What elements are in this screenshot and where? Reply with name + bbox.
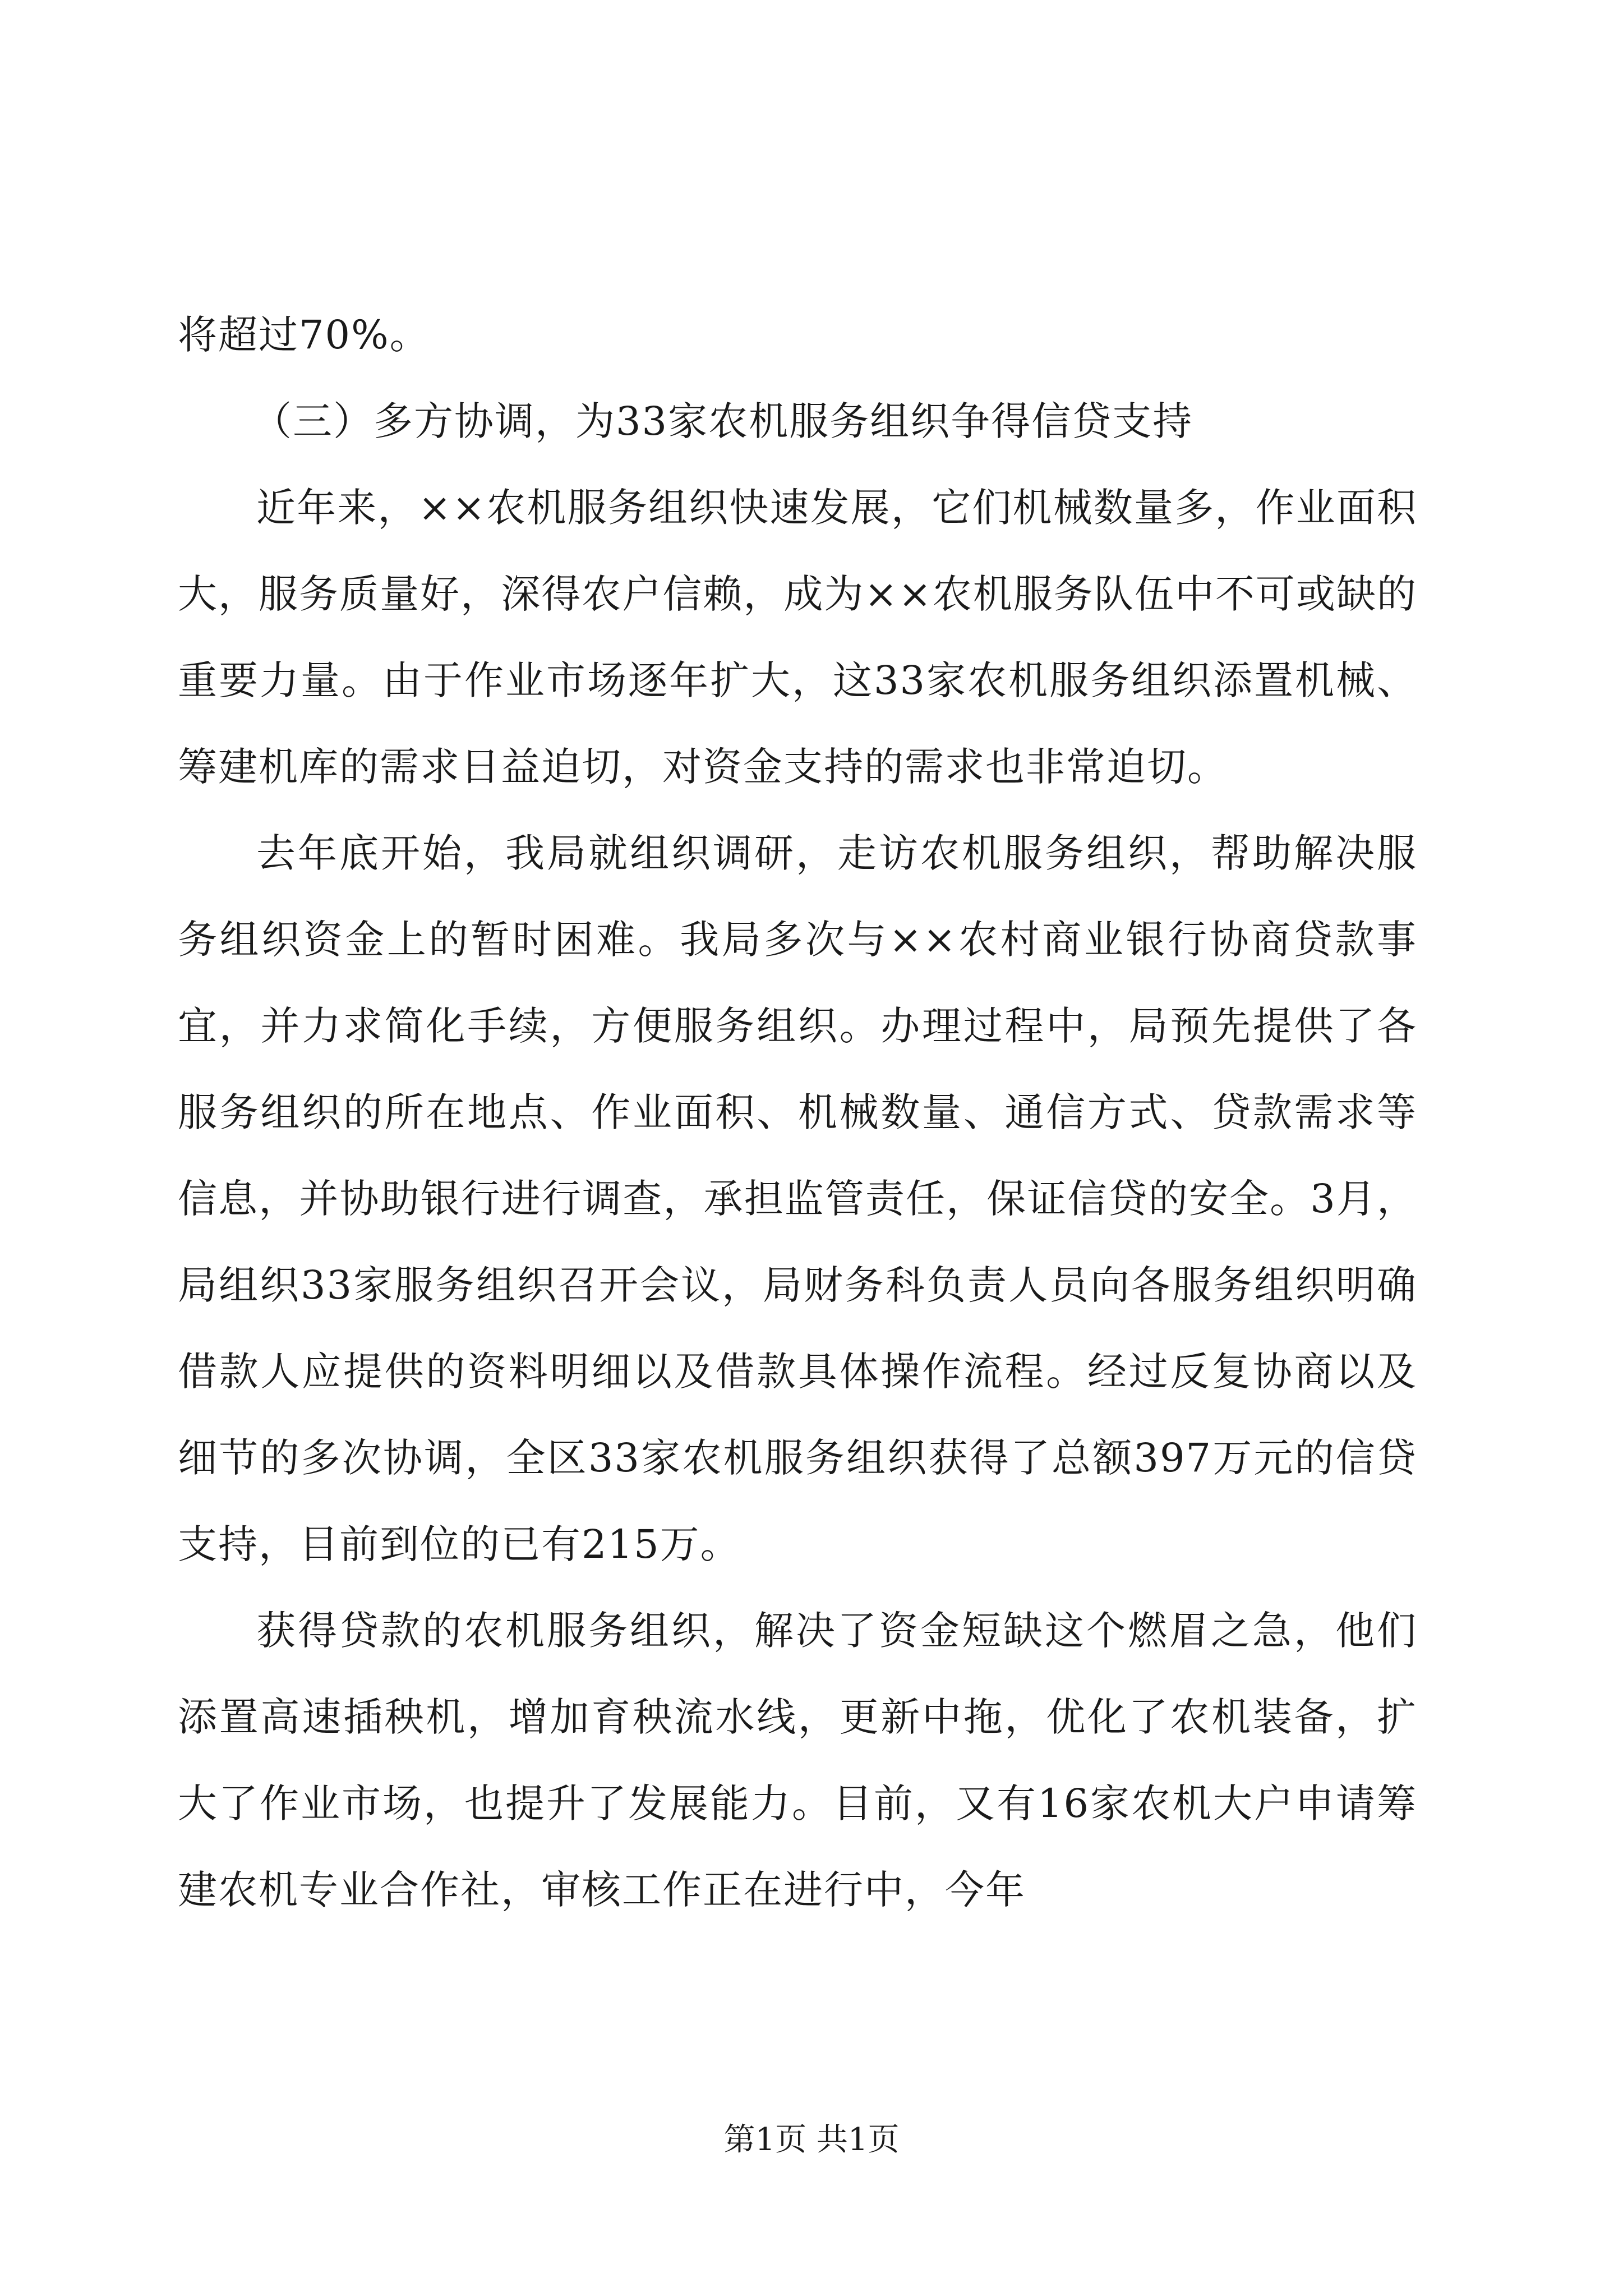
section-heading: （三）多方协调，为33家农机服务组织争得信贷支持 — [252, 398, 1193, 444]
paragraph-results: 获得贷款的农机服务组织，解决了资金短缺这个燃眉之急，他们添置高速插秧机，增加育秧流水线，更新中拖，优化了农机装备，扩大了作业市场，也提升了发展能力。目前，又有16家农机大户申请筹建农机专业合作社，审核工作正在进行中，今年 — [178, 1608, 1417, 1913]
paragraph-continuation: 将超过70%。 — [178, 312, 430, 358]
document-body — [178, 292, 1417, 1933]
page-footer: 第1页 共1页 — [723, 2122, 900, 2158]
paragraph-actions: 去年底开始，我局就组织调研，走访农机服务组织，帮助解决服务组织资金上的暂时困难。我局多次与××农村商业银行协商贷款事宜，并力求简化手续，方便服务组织。办理过程中，局预先提供了各服务组织的所在地点、作业面积、机械数量、通信方式、贷款需求等信息，并协助银行进行调查，承担监管责任，保证信贷的安全。3月，局组织33家服务组织召开会议，局财务科负责人员向各服务组织明确借款人应提供的资料明细以及借款具体操作流程。经过反复协商以及细节的多次协调，全区33家农机服务组织获得了总额397万元的信贷支持，目前到位的已有215万。 — [178, 830, 1417, 1567]
paragraph-background: 近年来，××农机服务组织快速发展，它们机械数量多，作业面积大，服务质量好，深得农户信赖，成为××农机服务队伍中不可或缺的重要力量。由于作业市场逐年扩大，这33家农机服务组织添置机械、筹建机库的需求日益迫切，对资金支持的需求也非常迫切。 — [178, 485, 1417, 790]
